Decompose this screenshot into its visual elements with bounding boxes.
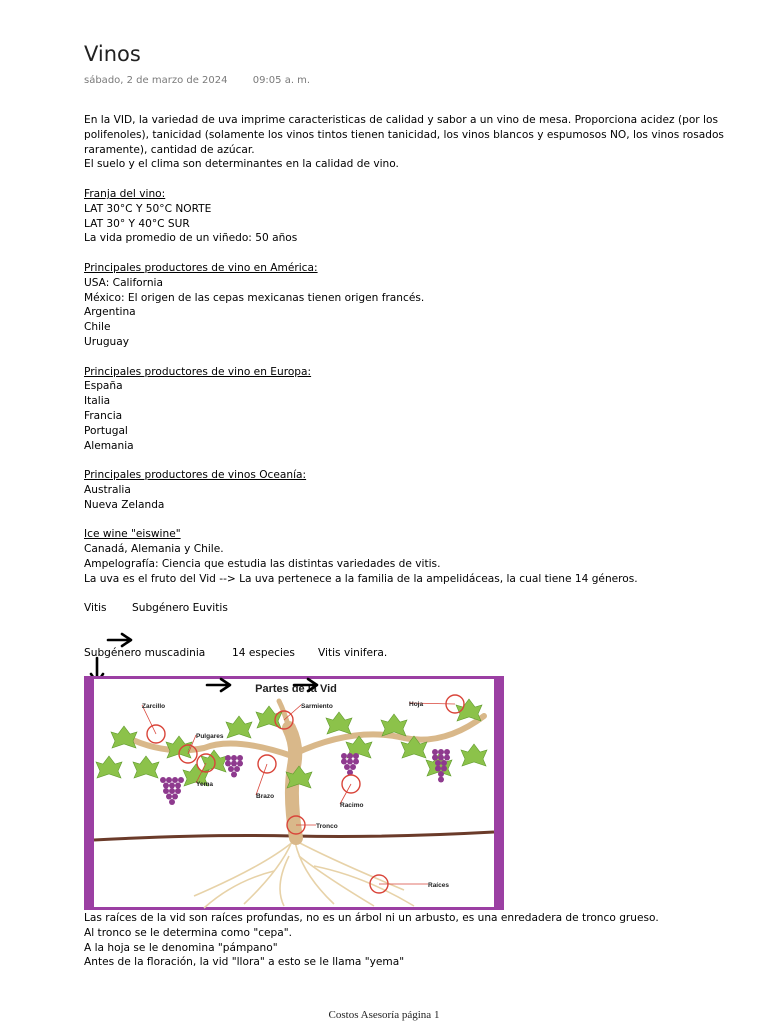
grape: [438, 771, 444, 777]
list-item: Canadá, Alemania y Chile.: [84, 543, 224, 556]
callout-label-brazo: Brazo: [256, 793, 275, 800]
grape: [432, 749, 438, 755]
grape: [160, 777, 166, 783]
grape: [237, 755, 243, 761]
grape: [441, 760, 447, 766]
grape: [438, 777, 444, 783]
intro-paragraph: En la VID, la variedad de uva imprime caracteristicas de calidad y sabor a un vino de mesa. Proporciona acidez (por los polifenoles), tanicidad (solamente los vinos tintos tienen tanicidad, los vinos blancos y espumosos NO, los vinos rosados raramente), cantidad de azúcar.: [84, 114, 724, 156]
page-time: 09:05 a. m.: [252, 75, 311, 86]
grape: [353, 759, 359, 765]
grape: [341, 759, 347, 765]
list-item: Chile: [84, 321, 111, 334]
callout-label-yema: Yema: [196, 781, 213, 788]
oceania-heading: Principales productores de vinos Oceanía:: [84, 469, 307, 482]
list-item: La uva es el fruto del Vid --> La uva pertenece a la familia de la ampelidáceas, la cual tiene 14 géneros.: [84, 572, 638, 585]
after-diagram-text: [84, 911, 724, 970]
grape: [228, 766, 234, 772]
callout-label-sarmiento: Sarmiento: [301, 703, 333, 710]
grape: [169, 788, 175, 794]
grape: [231, 772, 237, 778]
taxonomy-vitis: Vitis: [84, 602, 107, 615]
grape: [166, 794, 172, 800]
europa-heading: Principales productores de vino en Europa:: [84, 365, 312, 378]
intro-line2: El suelo y el clima son determinantes en la calidad de vino.: [84, 158, 399, 171]
grape: [175, 783, 181, 789]
grape: [225, 761, 231, 767]
list-item: España: [84, 380, 123, 393]
page-meta: [84, 75, 310, 86]
right-arrow-icon: [106, 632, 134, 648]
list-item: Las raíces de la vid son raíces profundas, no es un árbol ni un arbusto, es una enredadera de tronco grueso.: [84, 912, 659, 924]
grape: [231, 761, 237, 767]
grape: [347, 759, 353, 765]
grape: [444, 755, 450, 761]
grape: [438, 749, 444, 755]
grape: [163, 783, 169, 789]
franja-heading: Franja del vino:: [84, 187, 166, 200]
callout-label-racimo: Racimo: [340, 802, 364, 809]
list-item: México: El origen de las cepas mexicanas tienen origen francés.: [84, 291, 425, 304]
list-item: Nueva Zelanda: [84, 498, 165, 511]
note-body: [84, 113, 724, 660]
callout-label-pulgares: Pulgares: [196, 733, 224, 740]
callout-label-raices: Raíces: [428, 882, 449, 889]
taxonomy-row-1: [84, 601, 724, 616]
grape: [178, 777, 184, 783]
page-footer: Costos Asesoría página 1: [328, 1009, 440, 1021]
list-item: LAT 30°C Y 50°C NORTE: [84, 202, 212, 215]
grape: [353, 753, 359, 759]
grape: [441, 766, 447, 772]
callout-label-zarcillo: Zarcillo: [142, 703, 166, 710]
grape: [175, 788, 181, 794]
diagram-border-left: [84, 676, 94, 910]
grape: [344, 764, 350, 770]
taxonomy-vinifera: Vitis vinifera.: [318, 646, 388, 659]
list-item: Australia: [84, 483, 131, 496]
grape: [438, 755, 444, 761]
list-item: A la hoja se le denomina "pámpano": [84, 941, 278, 954]
taxonomy-especies: 14 especies: [232, 646, 295, 659]
list-item: LAT 30° Y 40°C SUR: [84, 217, 190, 230]
list-item: Italia: [84, 395, 111, 408]
grape: [435, 766, 441, 772]
grape: [225, 755, 231, 761]
taxonomy-row-2: [84, 646, 724, 661]
list-item: USA: California: [84, 276, 163, 289]
diagram-border-bottom: [84, 907, 504, 910]
vine-parts-diagram: [84, 676, 504, 910]
page-date: sábado, 2 de marzo de 2024: [84, 75, 228, 86]
right-arrow-icon: [205, 677, 233, 693]
grape: [166, 777, 172, 783]
diagram-title: Partes de la Vid: [255, 683, 337, 695]
grape: [231, 755, 237, 761]
list-item: Uruguay: [84, 335, 130, 348]
america-heading: Principales productores de vino en América:: [84, 261, 318, 274]
grape: [341, 753, 347, 759]
list-item: Alemania: [84, 439, 134, 452]
callout-label-hoja: Hoja: [409, 701, 424, 708]
callout-label-tronco: Tronco: [316, 823, 338, 830]
grape: [169, 783, 175, 789]
diagram-border-right: [494, 676, 504, 910]
grape: [237, 761, 243, 767]
grape: [347, 753, 353, 759]
grape: [163, 788, 169, 794]
grape: [172, 777, 178, 783]
list-item: Ampelografía: Ciencia que estudia las distintas variedades de vitis.: [84, 557, 441, 570]
taxonomy-euvitis: Subgénero Euvitis: [132, 602, 228, 615]
grape: [432, 755, 438, 761]
list-item: Al tronco se le determina como "cepa".: [84, 926, 293, 939]
page-title: Vinos: [84, 42, 141, 66]
grape: [444, 749, 450, 755]
list-item: Argentina: [84, 306, 136, 319]
list-item: La vida promedio de un viñedo: 50 años: [84, 232, 298, 245]
grape: [234, 766, 240, 772]
grape: [169, 799, 175, 805]
list-item: Portugal: [84, 424, 128, 437]
taxonomy-muscadinia: Subgénero muscadinia: [84, 646, 206, 659]
icewine-heading: Ice wine "eiswine": [84, 528, 181, 541]
grape: [435, 760, 441, 766]
right-arrow-icon: [292, 677, 320, 693]
grape: [350, 764, 356, 770]
list-item: Francia: [84, 409, 123, 422]
grape: [172, 794, 178, 800]
list-item: Antes de la floración, la vid "llora" a esto se le llama "yema": [84, 956, 405, 969]
